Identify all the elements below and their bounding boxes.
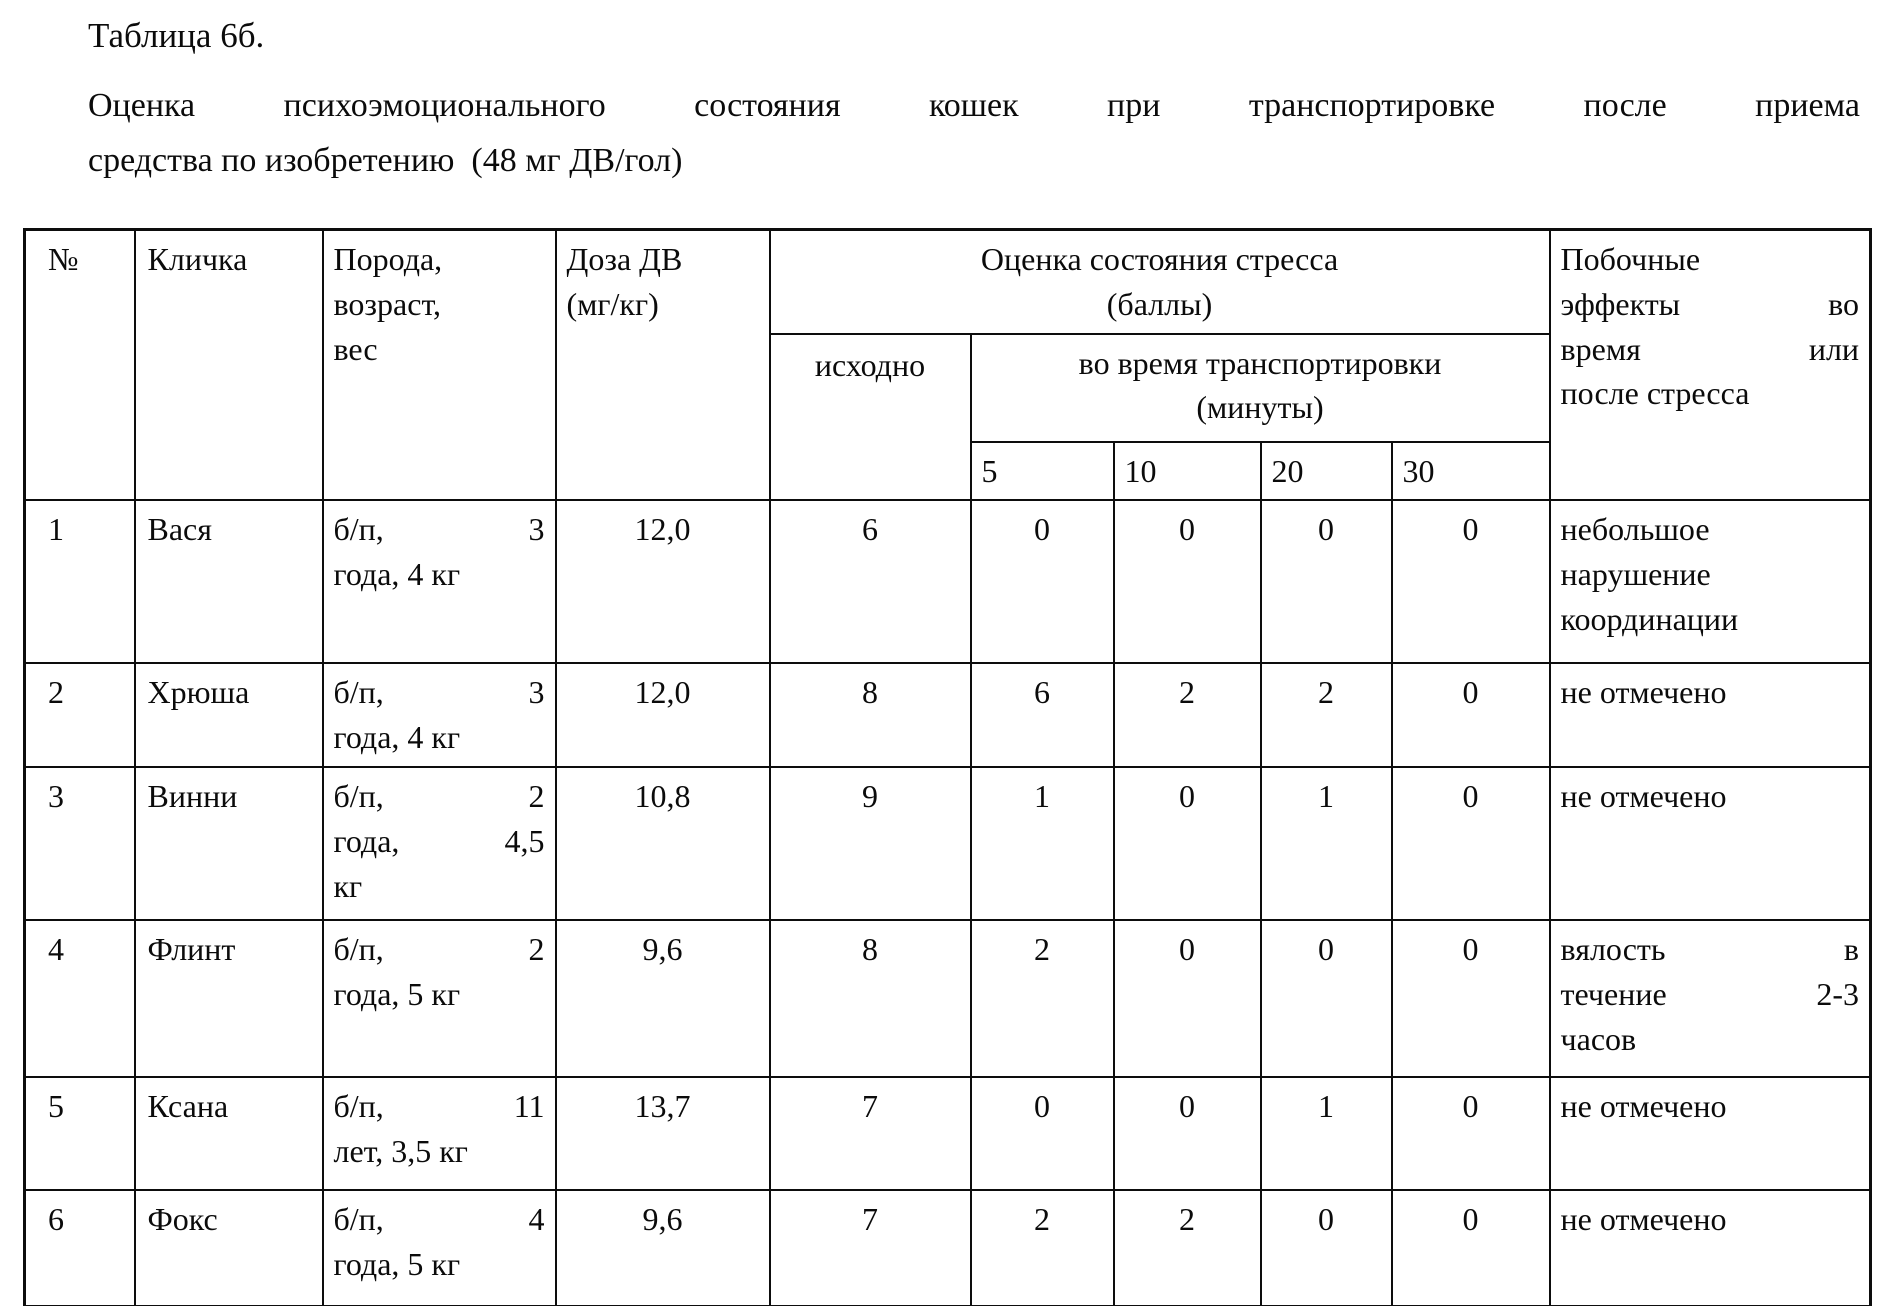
cell-minute-30: 0	[1392, 663, 1550, 767]
header-cell-minute-30: 30	[1392, 442, 1550, 501]
cell-num: 5	[25, 1077, 135, 1190]
cell-minute-5: 2	[971, 1190, 1114, 1306]
header-cell-minute-20: 20	[1261, 442, 1392, 501]
cell-baseline: 9	[770, 767, 971, 920]
header-cell-num: №	[25, 230, 135, 501]
cell-side-effects: не отмечено	[1550, 663, 1871, 767]
cell-baseline: 6	[770, 500, 971, 663]
cell-minute-30: 0	[1392, 1077, 1550, 1190]
cell-minute-10: 0	[1114, 1077, 1261, 1190]
table-caption	[88, 78, 1860, 188]
table-row	[25, 767, 1871, 920]
cell-dose: 13,7	[556, 1077, 770, 1190]
cell-baseline: 7	[770, 1190, 971, 1306]
table-row	[25, 500, 1871, 663]
header-cell-side-effects: Побочные эффекты во время или после стресса	[1550, 230, 1871, 501]
cell-breed: б/п, 2 года, 5 кг	[323, 920, 556, 1077]
cell-num: 6	[25, 1190, 135, 1306]
cell-name: Винни	[135, 767, 323, 920]
cell-num: 3	[25, 767, 135, 920]
cell-breed: б/п, 3 года, 4 кг	[323, 663, 556, 767]
cell-dose: 10,8	[556, 767, 770, 920]
cell-dose: 12,0	[556, 500, 770, 663]
cell-num: 1	[25, 500, 135, 663]
cell-breed: б/п, 2 года, 4,5 кг	[323, 767, 556, 920]
cell-minute-10: 0	[1114, 767, 1261, 920]
cell-name: Фокс	[135, 1190, 323, 1306]
header-cell-minute-10: 10	[1114, 442, 1261, 501]
header-cell-name: Кличка	[135, 230, 323, 501]
header-cell-dose: Доза ДВ (мг/кг)	[556, 230, 770, 501]
cell-minute-10: 0	[1114, 920, 1261, 1077]
cell-num: 2	[25, 663, 135, 767]
table-row	[25, 920, 1871, 1077]
cell-minute-10: 2	[1114, 1190, 1261, 1306]
cell-name: Ксана	[135, 1077, 323, 1190]
cell-baseline: 7	[770, 1077, 971, 1190]
cell-minute-20: 1	[1261, 767, 1392, 920]
cell-minute-20: 0	[1261, 1190, 1392, 1306]
cell-minute-10: 2	[1114, 663, 1261, 767]
table-row	[25, 1190, 1871, 1306]
cell-minute-5: 6	[971, 663, 1114, 767]
cell-breed: б/п, 4 года, 5 кг	[323, 1190, 556, 1306]
header-cell-baseline: исходно	[770, 334, 971, 501]
cell-minute-5: 1	[971, 767, 1114, 920]
data-table	[23, 228, 1872, 1306]
cell-minute-5: 2	[971, 920, 1114, 1077]
cell-baseline: 8	[770, 920, 971, 1077]
cell-num: 4	[25, 920, 135, 1077]
cell-name: Хрюша	[135, 663, 323, 767]
cell-name: Вася	[135, 500, 323, 663]
cell-side-effects: не отмечено	[1550, 767, 1871, 920]
cell-baseline: 8	[770, 663, 971, 767]
cell-minute-20: 1	[1261, 1077, 1392, 1190]
header-cell-minute-5: 5	[971, 442, 1114, 501]
table-row	[25, 1077, 1871, 1190]
caption-line-2: средства по изобретению (48 мг ДВ/гол)	[88, 142, 683, 179]
header-row-1	[25, 230, 1871, 334]
cell-dose: 9,6	[556, 920, 770, 1077]
cell-dose: 9,6	[556, 1190, 770, 1306]
cell-breed: б/п, 11 лет, 3,5 кг	[323, 1077, 556, 1190]
cell-side-effects: не отмечено	[1550, 1077, 1871, 1190]
cell-name: Флинт	[135, 920, 323, 1077]
cell-minute-5: 0	[971, 500, 1114, 663]
header-cell-stress-score: Оценка состояния стресса (баллы)	[770, 230, 1550, 334]
cell-minute-30: 0	[1392, 500, 1550, 663]
cell-side-effects: небольшое нарушение координации	[1550, 500, 1871, 663]
cell-side-effects: не отмечено	[1550, 1190, 1871, 1306]
table-row	[25, 663, 1871, 767]
caption-line-1: Оценка психоэмоционального состояния кошек при транспортировке после приема	[88, 87, 1860, 124]
table-label: Таблица 6б.	[88, 16, 265, 55]
cell-breed: б/п, 3 года, 4 кг	[323, 500, 556, 663]
cell-minute-30: 0	[1392, 920, 1550, 1077]
cell-minute-10: 0	[1114, 500, 1261, 663]
cell-minute-30: 0	[1392, 1190, 1550, 1306]
cell-minute-30: 0	[1392, 767, 1550, 920]
cell-minute-20: 0	[1261, 500, 1392, 663]
header-cell-transport: во время транспортировки (минуты)	[971, 334, 1550, 442]
cell-minute-20: 0	[1261, 920, 1392, 1077]
cell-dose: 12,0	[556, 663, 770, 767]
cell-side-effects: вялость в течение 2-3 часов	[1550, 920, 1871, 1077]
cell-minute-20: 2	[1261, 663, 1392, 767]
header-cell-breed: Порода, возраст, вес	[323, 230, 556, 501]
cell-minute-5: 0	[971, 1077, 1114, 1190]
